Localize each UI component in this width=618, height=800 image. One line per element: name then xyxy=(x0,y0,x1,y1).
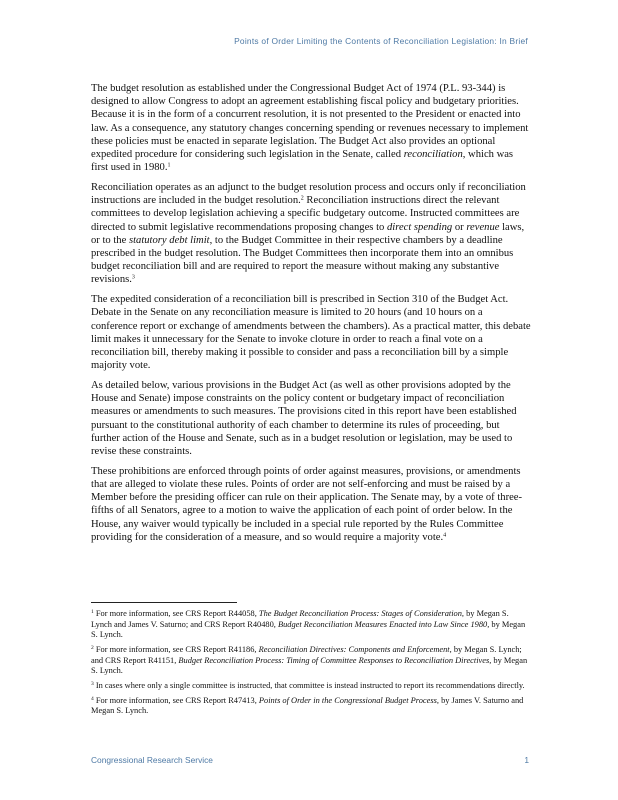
footnote xyxy=(91,609,529,641)
footnote-marker: 1 xyxy=(91,609,94,615)
body-paragraph xyxy=(91,82,531,174)
italic-text: The Budget Reconciliation Process: Stages of Consideration xyxy=(258,609,462,618)
footnote-marker: 1 xyxy=(167,162,171,169)
footnotes xyxy=(91,609,529,721)
footnote-marker: 4 xyxy=(91,695,94,702)
italic-text: Points of Order in the Congressional Budget Process xyxy=(258,695,437,705)
text-run: , which was first used in 1980. xyxy=(91,149,514,174)
footnote-marker: 4 xyxy=(443,532,447,539)
text-run: , by Megan S. Lynch; and CRS Report R41151, xyxy=(91,644,522,665)
italic-text: Reconciliation Directives: Components and Enforcement xyxy=(258,644,450,654)
italic-text: reconciliation xyxy=(403,149,463,161)
text-run: These prohibitions are enforced through points of order against measures, provisions, or amendments that are alleged to violate these rules. Points of order are not self-enforcing and must be raised by a Member before the presiding officer can rule on their application. The Senate may, by a vote of three-fifths of all Senators, agree to a motion to waive the application of each point of order below. In the House, any waiver would typically be included in a special rule reported by the Rules Committee providing for the consideration of a measure, and so would require a majority vote. xyxy=(91,465,523,543)
body-paragraph xyxy=(91,181,531,287)
text-run: , to the Budget Committee in their respective chambers by a deadline prescribed in the budget resolution. The Budget Committees then incorporate them into an omnibus budget reconciliation bill and are required to report the measure without making any substantive revisions. xyxy=(91,234,514,286)
body-paragraph xyxy=(91,293,531,372)
footer-organization: Congressional Research Service xyxy=(91,755,213,765)
text-run: For more information, see CRS Report R47413, xyxy=(93,695,259,705)
footnote-marker: 3 xyxy=(91,680,94,687)
text-run: , by Megan S. Lynch. xyxy=(91,619,526,640)
text-run: In cases where only a single committee is instructed, that committee is instead instructed to report its recommendations directly. xyxy=(93,680,525,690)
italic-text: direct spending xyxy=(386,221,453,233)
italic-text: Budget Reconciliation Measures Enacted into Law Since 1980 xyxy=(277,619,488,629)
body-text xyxy=(91,82,531,551)
text-run: laws, or to the xyxy=(91,221,525,246)
italic-text: Budget Reconciliation Process: Timing of Committee Responses to Reconciliation Directives xyxy=(178,655,490,665)
body-paragraph xyxy=(91,465,531,544)
text-run: The expedited consideration of a reconciliation bill is prescribed in Section 310 of the Budget Act. Debate in the Senate on any reconciliation measure is limited to 20 hours (and 10 hours on a conference report or exchange of amendments between the chambers). As a practical matter, this debate limit makes it unnecessary for the Senate to invoke cloture in order to reach a final vote on a reconciliation bill, thereby making it possible to consider and pass a reconciliation bill by a simple majority vote. xyxy=(91,294,531,372)
text-run: , by Megan S. Lynch. xyxy=(91,655,528,676)
text-run: or xyxy=(452,221,467,233)
text-run: , by James V. Saturno and Megan S. Lynch. xyxy=(91,695,524,716)
italic-text: revenue xyxy=(466,221,500,233)
footnote-divider xyxy=(91,602,237,603)
page-number: 1 xyxy=(524,755,529,765)
text-run: , by Megan S. Lynch and James V. Saturno; and CRS Report R40480, xyxy=(91,609,509,629)
footnote-marker: 2 xyxy=(91,644,94,651)
body-paragraph xyxy=(91,379,531,458)
footnote xyxy=(91,681,529,692)
footnote-marker: 3 xyxy=(131,274,135,281)
running-header: Points of Order Limiting the Contents of Reconciliation Legislation: In Brief xyxy=(234,36,528,46)
text-run: As detailed below, various provisions in the Budget Act (as well as other provisions adopted by the House and Senate) impose constraints on the policy content or budgetary impact of reconciliation measures or amendments to such measures. The provisions cited in this report have been established pursuant to the constitutional authority of each chamber to determine its rules of proceeding, but further action of the House and Senate, such as in a budget resolution or legislation, may be used to revise these constraints. xyxy=(91,380,517,458)
footnote xyxy=(91,696,529,717)
text-run: For more information, see CRS Report R41186, xyxy=(93,644,259,654)
footnote-marker: 2 xyxy=(300,195,304,202)
text-run: The budget resolution as established under the Congressional Budget Act of 1974 (P.L. 93-344) is designed to allow Congress to adopt an agreement establishing fiscal policy and budgetary priorities. Because it is in the form of a concurrent resolution, it is not presented to the President or enacted into law. As a consequence, any statutory changes concerning spending or revenues necessary to implement these policies must be enacted in separate legislation. The Budget Act also provides an optional expedited procedure for considering such legislation in the Senate, called xyxy=(91,83,529,161)
text-run: Reconciliation instructions direct the relevant committees to develop legislation achieving a specific budgetary outcome. Instructed committees are directed to submit legislative recommendations proposing changes to xyxy=(91,195,520,233)
footnote xyxy=(91,645,529,677)
text-run: For more information, see CRS Report R44058, xyxy=(93,609,259,618)
italic-text: statutory debt limit xyxy=(128,234,210,246)
text-run: Reconciliation operates as an adjunct to the budget resolution process and occurs only if reconciliation instructions are included in the budget resolution. xyxy=(91,182,526,207)
